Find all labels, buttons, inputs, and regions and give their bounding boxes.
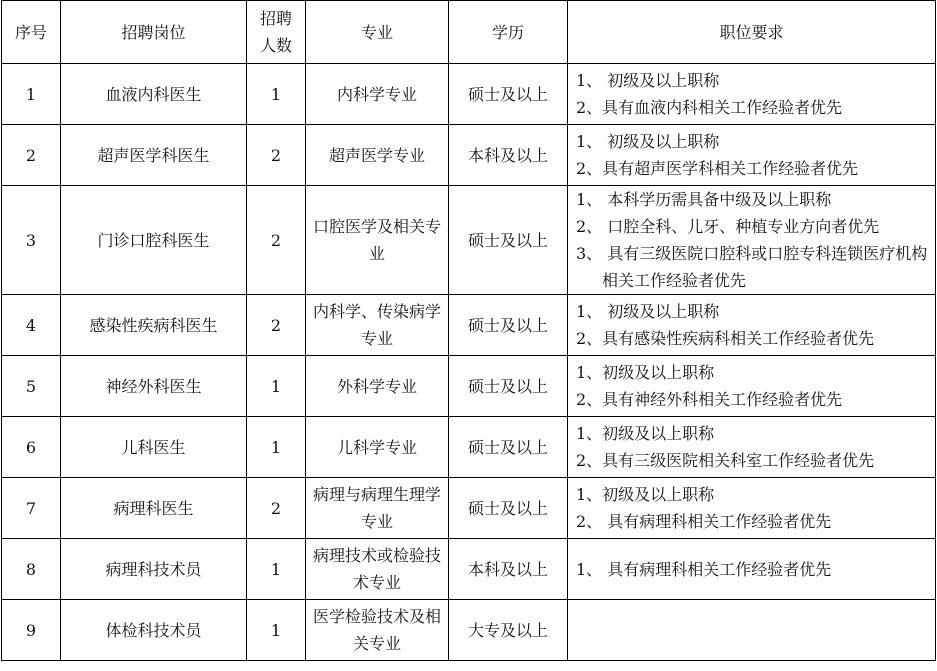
header-seq: 序号	[2, 1, 61, 64]
cell-requirements	[568, 539, 936, 600]
cell-major: 内科学、传染病学专业	[306, 295, 449, 356]
cell-position: 病理科技术员	[61, 539, 247, 600]
cell-education: 本科及以上	[449, 125, 568, 186]
cell-requirements	[568, 295, 936, 356]
cell-position: 体检科技术员	[61, 600, 247, 661]
cell-position: 超声医学科医生	[61, 125, 247, 186]
cell-requirements	[568, 600, 936, 661]
cell-requirements	[568, 356, 936, 417]
requirement-item: 1、 本科学历需具备中级及以上职称	[576, 190, 832, 209]
requirement-item: 1、 初级及以上职称	[576, 71, 720, 90]
cell-count: 2	[247, 186, 306, 295]
cell-major: 病理技术或检验技术专业	[306, 539, 449, 600]
cell-seq: 3	[2, 186, 61, 295]
requirement-item: 2、具有神经外科相关工作经验者优先	[576, 390, 843, 409]
cell-position: 神经外科医生	[61, 356, 247, 417]
recruitment-table	[1, 0, 936, 661]
header-count	[247, 1, 306, 64]
table-row	[2, 417, 936, 478]
cell-seq: 7	[2, 478, 61, 539]
requirement-item: 2、 口腔全科、儿牙、种植专业方向者优先	[576, 217, 880, 236]
cell-seq: 8	[2, 539, 61, 600]
cell-seq: 4	[2, 295, 61, 356]
cell-seq: 2	[2, 125, 61, 186]
cell-count: 1	[247, 539, 306, 600]
table-row	[2, 600, 936, 661]
table-row	[2, 64, 936, 125]
cell-requirements	[568, 125, 936, 186]
header-count-line1: 招聘	[259, 9, 292, 28]
requirement-item: 2、具有感染性疾病科相关工作经验者优先	[576, 329, 875, 348]
cell-count: 1	[247, 64, 306, 125]
table-row	[2, 186, 936, 295]
header-requirements: 职位要求	[568, 1, 936, 64]
table-row	[2, 295, 936, 356]
cell-position: 血液内科医生	[61, 64, 247, 125]
cell-education: 硕士及以上	[449, 478, 568, 539]
cell-major: 内科学专业	[306, 64, 449, 125]
cell-education: 硕士及以上	[449, 64, 568, 125]
table-row	[2, 125, 936, 186]
cell-major: 医学检验技术及相关专业	[306, 600, 449, 661]
table-row	[2, 539, 936, 600]
cell-education: 本科及以上	[449, 539, 568, 600]
table-row	[2, 356, 936, 417]
cell-major: 超声医学专业	[306, 125, 449, 186]
requirement-item: 1、初级及以上职称	[576, 363, 715, 382]
requirement-item: 1、 初级及以上职称	[576, 302, 720, 321]
cell-major: 病理与病理生理学专业	[306, 478, 449, 539]
header-position: 招聘岗位	[61, 1, 247, 64]
cell-seq: 5	[2, 356, 61, 417]
header-education: 学历	[449, 1, 568, 64]
requirement-item: 3、 具有三级医院口腔科或口腔专科连锁医疗机构相关工作经验者优先	[576, 244, 928, 290]
cell-position: 门诊口腔科医生	[61, 186, 247, 295]
cell-major: 口腔医学及相关专业	[306, 186, 449, 295]
cell-requirements	[568, 478, 936, 539]
header-major: 专业	[306, 1, 449, 64]
requirement-item: 2、 具有病理科相关工作经验者优先	[576, 512, 832, 531]
requirement-item: 1、 具有病理科相关工作经验者优先	[576, 559, 832, 579]
requirement-item: 2、具有血液内科相关工作经验者优先	[576, 98, 843, 117]
cell-major: 儿科学专业	[306, 417, 449, 478]
header-row	[2, 1, 936, 64]
requirement-item: 1、初级及以上职称	[576, 485, 715, 504]
cell-position: 感染性疾病科医生	[61, 295, 247, 356]
cell-position: 儿科医生	[61, 417, 247, 478]
cell-education: 大专及以上	[449, 600, 568, 661]
cell-count: 1	[247, 600, 306, 661]
cell-requirements	[568, 186, 936, 295]
requirement-item: 1、初级及以上职称	[576, 424, 715, 443]
requirement-item: 2、具有三级医院相关科室工作经验者优先	[576, 451, 875, 470]
table-row	[2, 478, 936, 539]
cell-count: 2	[247, 125, 306, 186]
cell-requirements	[568, 417, 936, 478]
header-count-line2: 人数	[259, 36, 292, 55]
cell-education: 硕士及以上	[449, 186, 568, 295]
cell-count: 2	[247, 295, 306, 356]
cell-count: 2	[247, 478, 306, 539]
cell-requirements	[568, 64, 936, 125]
cell-education: 硕士及以上	[449, 417, 568, 478]
cell-education: 硕士及以上	[449, 356, 568, 417]
cell-education: 硕士及以上	[449, 295, 568, 356]
cell-seq: 6	[2, 417, 61, 478]
cell-count: 1	[247, 356, 306, 417]
requirement-item: 2、具有超声医学科相关工作经验者优先	[576, 159, 859, 178]
cell-seq: 9	[2, 600, 61, 661]
cell-count: 1	[247, 417, 306, 478]
cell-major: 外科学专业	[306, 356, 449, 417]
requirement-item: 1、 初级及以上职称	[576, 132, 720, 151]
cell-position: 病理科医生	[61, 478, 247, 539]
cell-seq: 1	[2, 64, 61, 125]
